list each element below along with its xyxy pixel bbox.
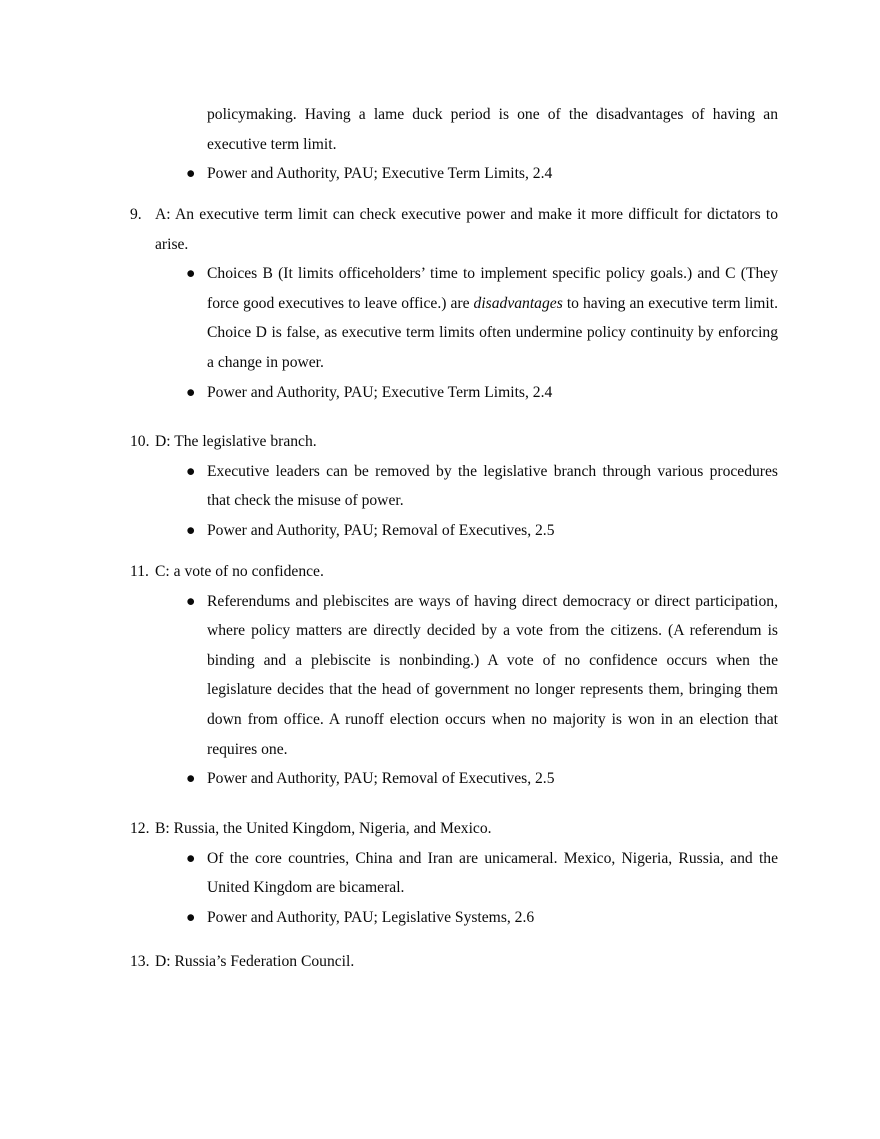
bullet-text: Referendums and plebiscites are ways of having direct democracy or direct participation, where policy matters are directly decided by a vote from the citizens. (A referendum is binding and a plebiscite is nonbinding.) A vote of no confidence occurs when the legislature decides that the head of government no longer represents them, bringing them down from office. A runoff election occurs when no majority is won in an election that requires one. [207,592,778,758]
bullet-text-post: to having an executive term limit. Choice D is false, as executive term limits often undermine policy continuity by enforcing a change in power. [207,294,778,371]
bullet-text: Power and Authority, PAU; Removal of Executives, 2.5 [207,770,555,788]
answer-item-10 [130,427,778,545]
list-item [186,457,778,516]
answer-item-13 [130,947,778,977]
list-item [186,764,778,794]
continued-answer-text: policymaking. Having a lame duck period is one of the disadvantages of having an executive term limit. [207,106,778,153]
bullet-icon: ● [186,383,196,401]
answer-10-text: D: The legislative branch. [155,433,317,450]
answer-9-bullets [130,259,778,407]
list-item [186,516,778,546]
bullet-text: Power and Authority, PAU; Legislative Systems, 2.6 [207,908,535,926]
bullet-text: Executive leaders can be removed by the legislative branch through various procedures that check the misuse of power. [207,462,778,510]
answer-9-text: A: An executive term limit can check executive power and make it more difficult for dictators to arise. [155,206,778,253]
answer-11-line [130,557,778,587]
answer-12-bullets [130,844,778,933]
bullet-text: Of the core countries, China and Iran are unicameral. Mexico, Nigeria, Russia, and the United Kingdom are bicameral. [207,849,778,897]
bullet-text: Power and Authority, PAU; Removal of Executives, 2.5 [207,521,555,539]
answer-13-number: 13. [130,953,150,970]
bullet-icon: ● [186,770,196,788]
bullet-icon: ● [186,908,196,926]
answer-item-11 [130,557,778,794]
bullet-icon: ● [186,165,196,183]
answer-11-number: 11. [130,563,149,580]
list-item [186,903,778,933]
continued-answer-bullets [130,159,778,189]
answer-item-9 [130,200,778,407]
answer-13-text: D: Russia’s Federation Council. [155,953,355,970]
bullet-icon: ● [186,521,196,539]
answer-10-bullets [130,457,778,546]
bullet-text: Power and Authority, PAU; Executive Term Limits, 2.4 [207,383,553,401]
answer-9-number: 9. [130,206,142,223]
bullet-icon: ● [186,462,196,480]
answer-item-12 [130,814,778,932]
bullet-text-emphasis: disadvantages [473,294,563,312]
bullet-text-pre: Choices B (It limits officeholders’ time to implement specific policy goals.) and C (They force good executives to leave office.) are [207,265,778,312]
answer-12-text: B: Russia, the United Kingdom, Nigeria, and Mexico. [155,820,492,837]
answer-13-line [130,947,778,977]
answer-11-bullets [130,587,778,794]
list-item [186,259,778,377]
answer-9-line [130,200,778,259]
bullet-icon: ● [186,265,196,283]
answer-11-text: C: a vote of no confidence. [155,563,324,580]
bullet-text: Power and Authority, PAU; Executive Term Limits, 2.4 [207,165,553,183]
bullet-text [207,259,778,377]
answer-10-line [130,427,778,457]
continued-answer-block [130,100,778,189]
list-item [186,587,778,765]
answer-12-number: 12. [130,820,150,837]
list-item [186,844,778,903]
answer-12-line [130,814,778,844]
list-item [186,378,778,408]
list-item [186,159,778,189]
answer-10-number: 10. [130,433,150,450]
bullet-icon: ● [186,592,196,610]
bullet-icon: ● [186,849,196,867]
